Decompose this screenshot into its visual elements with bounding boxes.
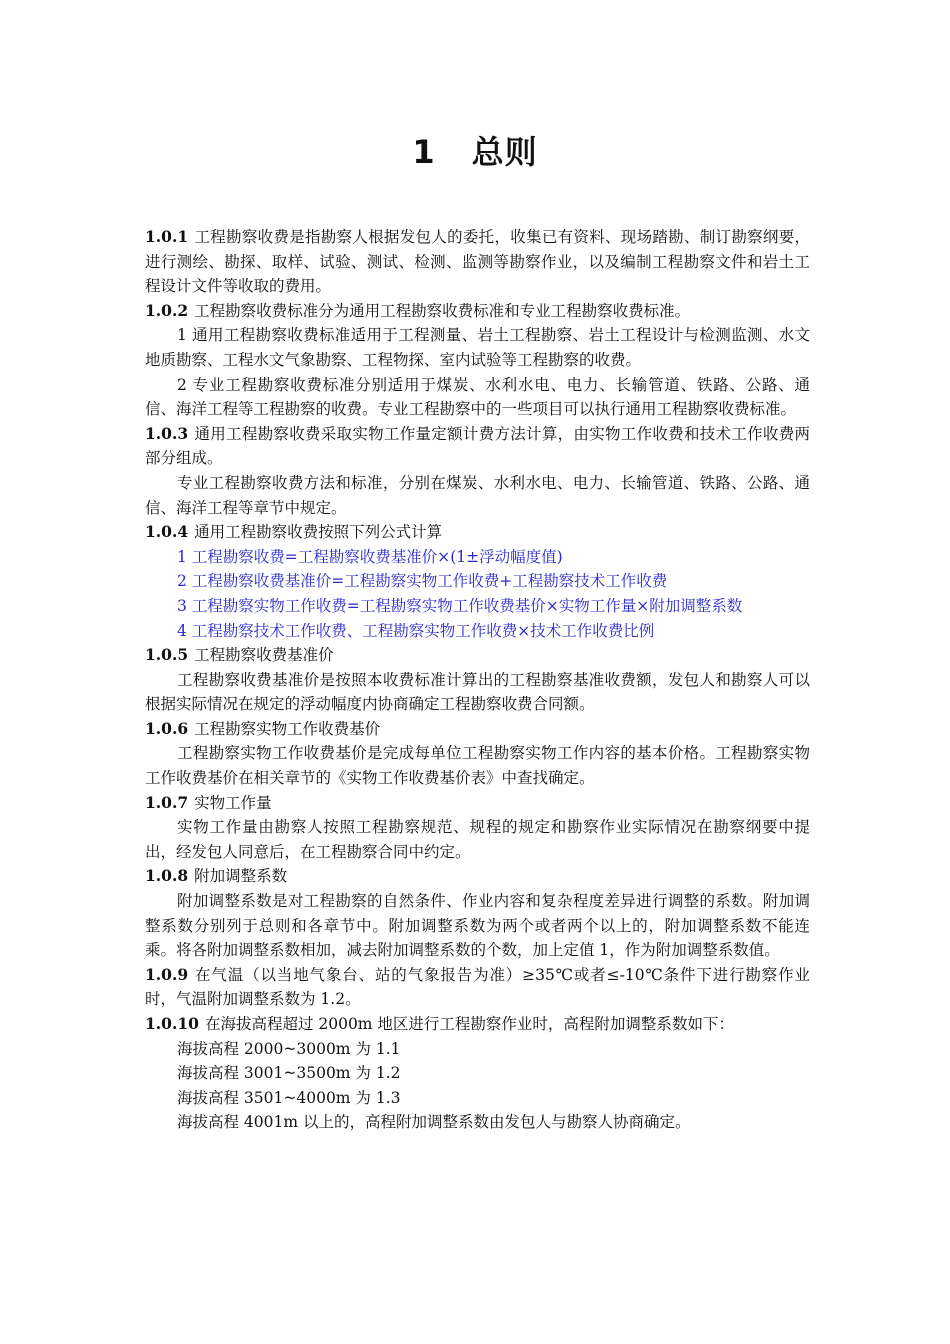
clause-number: 1.0.1: [145, 227, 189, 246]
chapter-number: 1: [412, 133, 436, 171]
clause-1-0-5: [145, 643, 810, 668]
document-body: [145, 225, 810, 1135]
clause-number: 1.0.5: [145, 645, 189, 665]
clause-text: 工程勘察收费基准价: [194, 646, 334, 665]
clause-1-0-9: [145, 963, 810, 1012]
formula-1: 1 工程勘察收费=工程勘察收费基准价×(1±浮动幅度值): [177, 547, 563, 566]
clause-1-0-6-para: 工程勘察实物工作收费基价是完成每单位工程勘察实物工作内容的基本价格。工程勘察实物工作收费基价在相关章节的《实物工作收费基价表》中查找确定。: [145, 744, 810, 788]
clause-number: 1.0.10: [145, 1014, 199, 1033]
formula-4: 4 工程勘察技术工作收费、工程勘察实物工作收费×技术工作收费比例: [177, 621, 655, 640]
clause-1-0-3: [145, 422, 810, 471]
altitude-line-4: 海拔高程 4001m 以上的，高程附加调整系数由发包人与勘察人协商确定。: [177, 1113, 691, 1132]
clause-1-0-8-para: 附加调整系数是对工程勘察的自然条件、作业内容和复杂程度差异进行调整的系数。附加调整系数分别列于总则和各章节中。附加调整系数为两个或者两个以上的，附加调整系数不能连乘。将各附加调整系数相加，减去附加调整系数的个数，加上定值 1，作为附加调整系数值。: [145, 892, 810, 960]
clause-text: 通用工程勘察收费按照下列公式计算: [194, 523, 443, 542]
clause-1-0-2-item-1: 1 通用工程勘察收费标准适用于工程测量、岩土工程勘察、岩土工程设计与检测监测、水文地质勘察、工程水文气象勘察、工程物探、室内试验等工程勘察的收费。: [145, 326, 810, 369]
clause-text: 工程勘察实物工作收费基价: [194, 719, 381, 738]
clause-number: 1.0.8: [145, 866, 189, 886]
chapter-title: [0, 128, 950, 176]
clause-text: 在气温（以当地气象台、站的气象报告为准）≥35℃或者≤-10℃条件下进行勘察作业时，气温附加调整系数为 1.2。: [145, 965, 810, 1009]
altitude-line-3: 海拔高程 3501~4000m 为 1.3: [177, 1088, 401, 1107]
clause-text: 在海拔高程超过 2000m 地区进行工程勘察作业时，高程附加调整系数如下：: [204, 1015, 734, 1033]
clause-number: 1.0.3: [145, 423, 189, 443]
clause-text: 工程勘察收费标准分为通用工程勘察收费标准和专业工程勘察收费标准。: [194, 301, 691, 320]
clause-1-0-7-para: 实物工作量由勘察人按照工程勘察规范、规程的规定和勘察作业实际情况在勘察纲要中提出，经发包人同意后，在工程勘察合同中约定。: [145, 818, 810, 861]
clause-text: 附加调整系数: [194, 867, 288, 886]
clause-number: 1.0.6: [145, 718, 189, 738]
clause-1-0-6: [145, 717, 810, 742]
clause-1-0-1: [145, 225, 810, 299]
clause-number: 1.0.7: [145, 792, 189, 812]
clause-1-0-10: [145, 1012, 810, 1037]
clause-1-0-2-item-2: 2 专业工程勘察收费标准分别适用于煤炭、水利水电、电力、长输管道、铁路、公路、通信、海洋工程等工程勘察的收费。专业工程勘察中的一些项目可以执行通用工程勘察收费标准。: [145, 375, 810, 419]
clause-text: 通用工程勘察收费采取实物工作量定额计费方法计算，由实物工作收费和技术工作收费两部分组成。: [145, 424, 810, 468]
formula-3: 3 工程勘察实物工作收费=工程勘察实物工作收费基价×实物工作量×附加调整系数: [177, 596, 743, 615]
clause-number: 1.0.2: [145, 300, 189, 320]
altitude-line-1: 海拔高程 2000~3000m 为 1.1: [177, 1039, 401, 1058]
clause-1-0-5-para: 工程勘察收费基准价是按照本收费标准计算出的工程勘察基准收费额，发包人和勘察人可以根据实际情况在规定的浮动幅度内协商确定工程勘察收费合同额。: [145, 670, 810, 714]
formula-2: 2 工程勘察收费基准价=工程勘察实物工作收费+工程勘察技术工作收费: [177, 572, 668, 591]
clause-1-0-4: [145, 520, 810, 545]
clause-1-0-2: [145, 299, 810, 324]
clause-number: 1.0.4: [145, 522, 189, 542]
clause-number: 1.0.9: [145, 964, 189, 984]
clause-1-0-7: [145, 791, 810, 816]
clause-1-0-8: [145, 864, 810, 889]
clause-text: 工程勘察收费是指勘察人根据发包人的委托，收集已有资料、现场踏勘、制订勘察纲要，进行测绘、勘探、取样、试验、测试、检测、监测等勘察作业，以及编制工程勘察文件和岩土工程设计文件等收取的费用。: [145, 228, 810, 296]
chapter-name: 总则: [471, 133, 538, 171]
altitude-line-2: 海拔高程 3001~3500m 为 1.2: [177, 1064, 401, 1083]
clause-text: 实物工作量: [194, 793, 272, 812]
clause-1-0-3-para: 专业工程勘察收费方法和标准，分别在煤炭、水利水电、电力、长输管道、铁路、公路、通信、海洋工程等章节中规定。: [145, 473, 810, 517]
